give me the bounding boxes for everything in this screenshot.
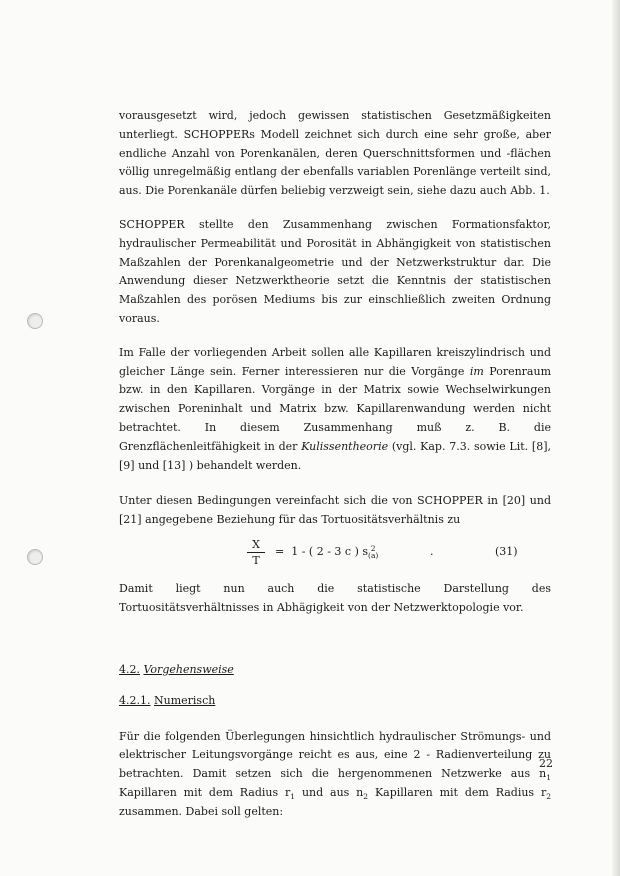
text-run: Kapillaren mit dem Radius r	[368, 785, 547, 799]
equals-sign: =	[275, 544, 285, 558]
section-heading	[119, 661, 551, 679]
fraction-numerator: X	[252, 537, 260, 551]
fraction-denominator: T	[252, 553, 260, 567]
subscript: 2	[546, 792, 551, 802]
equation-terminator: .	[430, 544, 434, 558]
page-body	[119, 107, 551, 822]
text-run: (vgl. Kap. 7.3. sowie Lit. [8], [9] und [13] ) behandelt werden.	[119, 439, 551, 472]
paragraph-capillary-assumptions	[119, 344, 551, 476]
exponent-superscript: 2	[370, 543, 376, 553]
section-number: 4.2.	[119, 662, 140, 676]
fraction-bar	[247, 552, 265, 553]
text-run: zusammen. Dabei soll gelten:	[119, 804, 284, 818]
emphasis-kulissentheorie: Kulissentheorie	[301, 439, 389, 453]
punch-hole-bottom	[27, 549, 43, 565]
paragraph-radius-distribution	[119, 728, 551, 822]
exponent-stack	[368, 545, 378, 559]
paragraph-statistical-representation: Damit liegt nun auch die statistische Darstellung des Tortuositätsverhältnisses in Abhägigkeit von der Netzwerktopologie vor.	[119, 581, 551, 614]
subsection-title: Numerisch	[154, 693, 216, 707]
text-run: Im Falle der vorliegenden Arbeit sollen alle Kapillaren kreiszylindrisch und gleicher Länge sein. Ferner interessieren nur die Vorgänge	[119, 345, 551, 378]
exponent-subscript: (a)	[368, 550, 379, 560]
paragraph-formula-intro: Unter diesen Bedingungen vereinfacht sich die von SCHOPPER in [20] und [21] angegebene Beziehung für das Tortuositätsverhältnis zu	[119, 494, 551, 527]
text-run: und aus n	[295, 785, 364, 799]
equation-number: (31)	[495, 544, 518, 558]
subsection-number: 4.2.1.	[119, 693, 151, 707]
text-run: Porenraum bzw. in den Kapillaren. Vorgänge in der Matrix sowie Wechselwirkungen zwischen Poreninhalt und Matrix bzw. Kapillarenwandung werden nicht betrachtet. In diesem Zusammenhang muß z. B. die Grenzflächenleitfähigkeit in der	[119, 364, 552, 453]
rhs-term: 1 - ( 2 - 3 c ) s	[291, 544, 369, 558]
page-edge-shadow	[612, 0, 620, 876]
fraction	[247, 538, 265, 567]
paragraph-network-theory: SCHOPPER stellte den Zusammenhang zwischen Formationsfaktor, hydraulischer Permeabilität und Porosität in Abhängigkeit von statistischen Maßzahlen der Porenkanalgeometrie und der Netzwerkstruktur dar. Die Anwendung dieser Netzwerktheorie setzt die Kenntnis der statistischen Maßzahlen des porösen Mediums bis zur einschließlich zweiten Ordnung voraus.	[119, 217, 551, 325]
equation-31	[119, 536, 551, 572]
section-title: Vorgehensweise	[143, 662, 234, 676]
subscript: 1	[290, 792, 296, 802]
punch-hole-top	[27, 313, 43, 329]
paragraph-schopper-model: vorausgesetzt wird, jedoch gewissen statistischen Gesetzmäßigkeiten unterliegt. SCHOPPERs Modell zeichnet sich durch eine sehr große, aber endliche Anzahl von Porenkanälen, deren Querschnittsformen und -flächen völlig unregelmäßig entlang der ebenfalls variablen Porenlänge verteilt sind, aus. Die Porenkanäle dürfen beliebig verzweigt sein, siehe dazu auch Abb. 1.	[119, 109, 551, 198]
emphasis-im: im	[469, 364, 484, 378]
subscript: 2	[363, 792, 369, 802]
subsection-heading	[119, 692, 551, 710]
equation-rhs	[275, 545, 378, 559]
subscript: 1	[546, 773, 551, 783]
page-number: 22	[539, 757, 553, 770]
text-run: Für die folgenden Überlegungen hinsichtlich hydraulischer Strömungs- und elektrischer Leitungsvorgänge reicht es aus, eine 2 - Radienverteilung zu betrachten. Damit setzen sich die hergenommenen Netzwerke aus n	[119, 729, 551, 781]
text-run: Kapillaren mit dem Radius r	[119, 785, 291, 799]
